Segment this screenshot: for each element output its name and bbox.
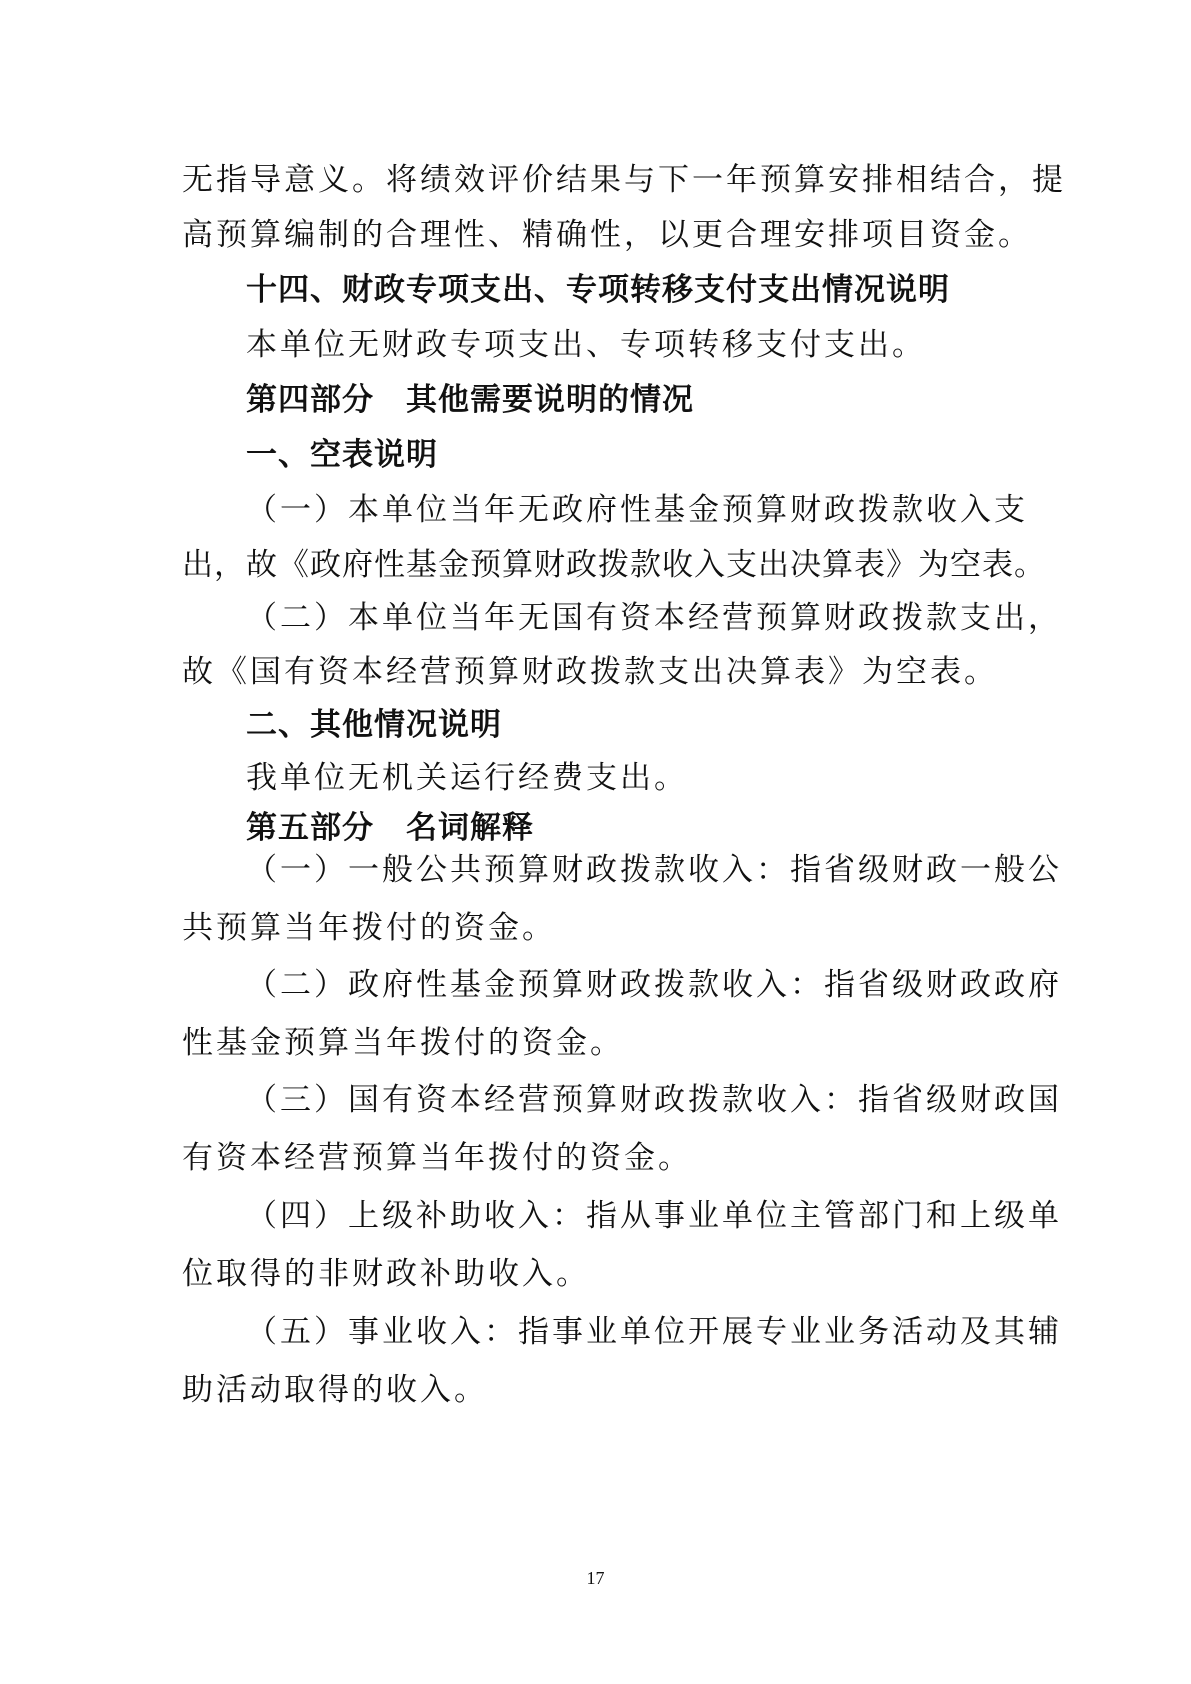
part-heading: 第五部分 名词解释 (246, 810, 534, 846)
body-text-line: （三）国有资本经营预算财政拨款收入：指省级财政国 (246, 1082, 1062, 1118)
body-text-line: （二）政府性基金预算财政拨款收入：指省级财政政府 (246, 967, 1062, 1003)
part-heading: 第四部分 其他需要说明的情况 (246, 382, 694, 418)
section-heading: 十四、财政专项支出、专项转移支付支出情况说明 (246, 272, 950, 308)
body-text-line: 无指导意义。将绩效评价结果与下一年预算安排相结合，提 (182, 162, 1066, 198)
body-text-line: 故《国有资本经营预算财政拨款支出决算表》为空表。 (182, 654, 998, 690)
body-text-line: 助活动取得的收入。 (182, 1372, 488, 1408)
body-text-line: 有资本经营预算当年拨付的资金。 (182, 1140, 692, 1176)
body-text-line: 性基金预算当年拨付的资金。 (182, 1025, 624, 1061)
section-heading: 一、空表说明 (246, 437, 438, 473)
body-text-line: 我单位无机关运行经费支出。 (246, 760, 688, 796)
body-text-line: （四）上级补助收入：指从事业单位主管部门和上级单 (246, 1198, 1062, 1234)
body-text-line: （二）本单位当年无国有资本经营预算财政拨款支出， (246, 600, 1062, 636)
body-text-line: 高预算编制的合理性、精确性，以更合理安排项目资金。 (182, 217, 1032, 253)
body-text-line: （一）本单位当年无政府性基金预算财政拨款收入支 (246, 492, 1028, 528)
body-text-line: 共预算当年拨付的资金。 (182, 910, 556, 946)
section-heading: 二、其他情况说明 (246, 707, 502, 743)
page-number: 17 (586, 1568, 605, 1588)
body-text-line: （一）一般公共预算财政拨款收入：指省级财政一般公 (246, 852, 1062, 888)
body-text-line: 本单位无财政专项支出、专项转移支付支出。 (246, 327, 926, 363)
body-text-line: 出，故《政府性基金预算财政拨款收入支出决算表》为空表。 (182, 547, 1046, 583)
body-text-line: 位取得的非财政补助收入。 (182, 1256, 590, 1292)
body-text-line: （五）事业收入：指事业单位开展专业业务活动及其辅 (246, 1314, 1062, 1350)
